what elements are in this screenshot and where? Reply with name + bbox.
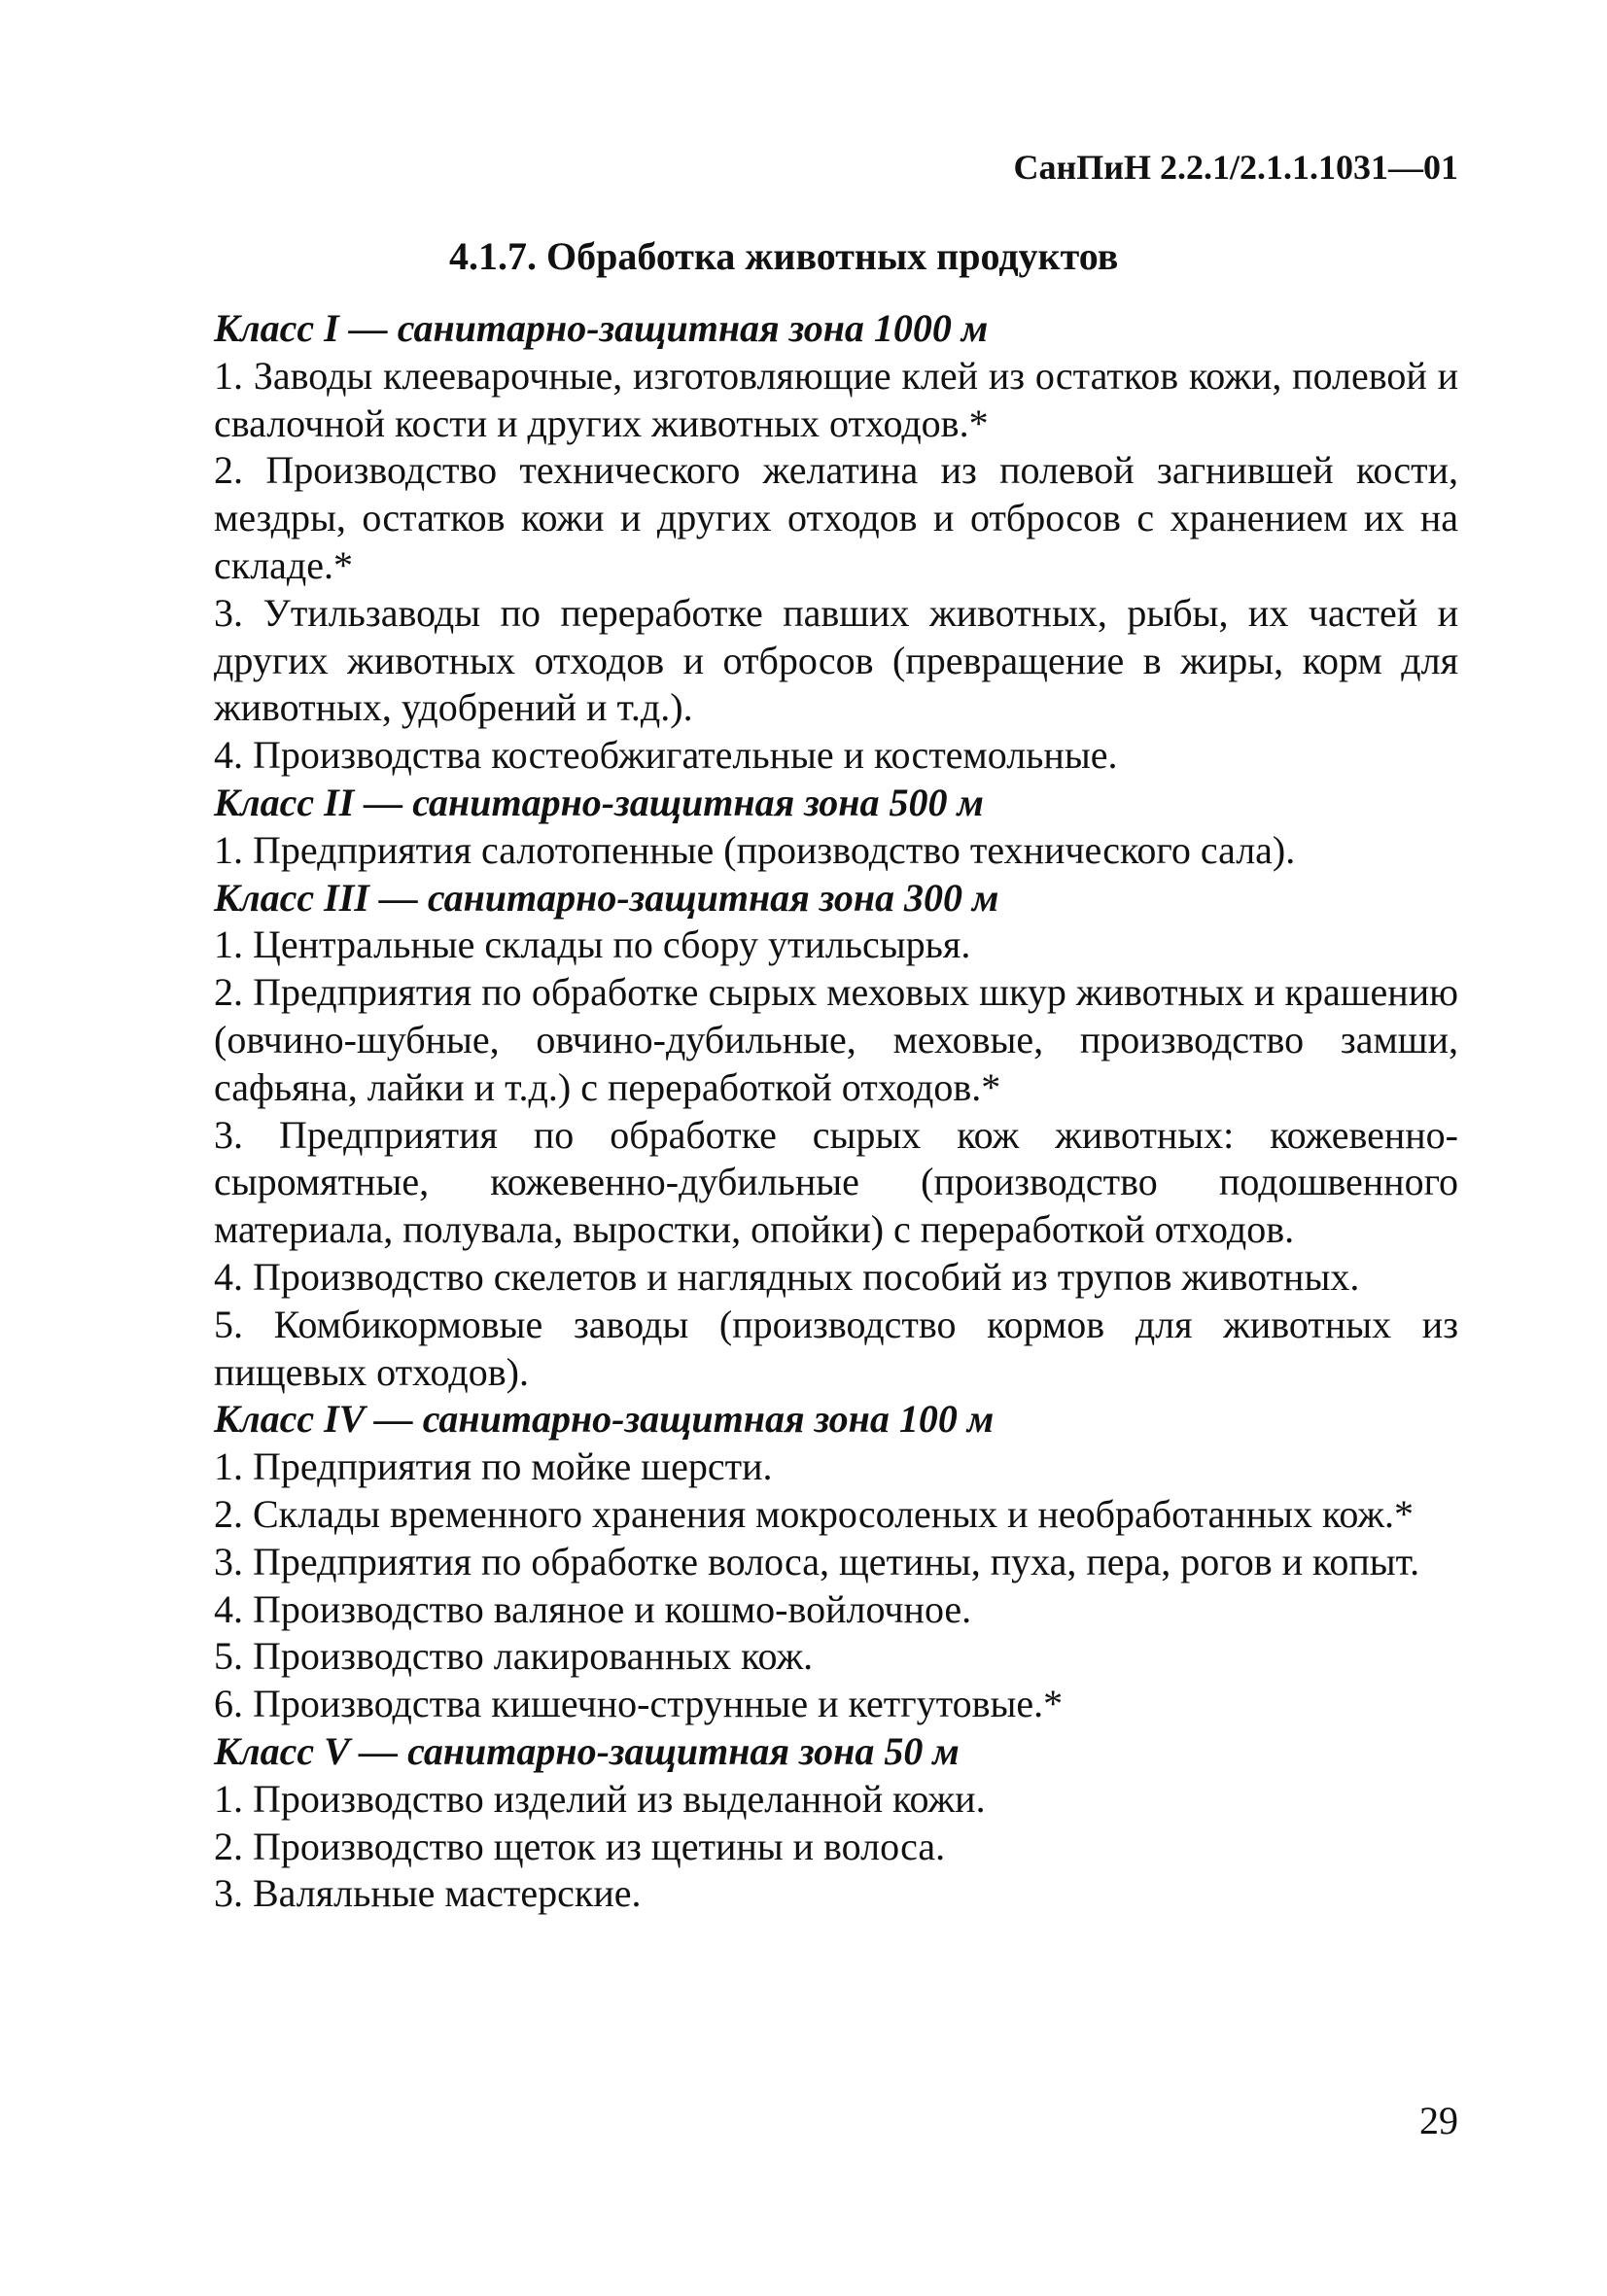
list-item: 1. Предприятия салотопенные (производство технического сала). (214, 827, 1296, 872)
list-item: 5. Производство лакированных кож. (214, 1634, 814, 1679)
list-item: 3. Утильзаводы по переработке павших животных, рыбы, их частей и других животных отходов и отбросов (превращение в жиры, корм для животных, удобрений и т.д.). (214, 590, 1458, 730)
list-item: 1. Заводы клееварочные, изготовляющие клей из остатков кожи, полевой и свалочной кости и других животных отходов.* (214, 353, 1458, 445)
list-item: 2. Производство щеток из щетины и волоса. (214, 1824, 946, 1868)
list-item: 5. Комбикормовые заводы (производство кормов для животных из пищевых отходов). (214, 1302, 1458, 1394)
section-title: 4.1.7. Обработка животных продуктов (449, 234, 1119, 278)
class-heading: Класс IV — санитарно-защитная зона 100 м (214, 1397, 995, 1442)
list-item: 3. Предприятия по обработке сырых кож животных: кожевенно-сыромятные, кожевенно-дубильные (производство подошвенного материала, полувала, выростки, опойки) с переработкой отходов. (214, 1112, 1458, 1252)
list-item: 1. Центральные склады по сбору утильсырья. (214, 922, 971, 967)
list-item: 4. Производства костеобжигательные и костемольные. (214, 733, 1118, 778)
list-item: 3. Валяльные мастерские. (214, 1871, 642, 1916)
list-item: 2. Предприятия по обработке сырых меховых шкур животных и крашению (овчино-шубные, овчино-дубильные, меховые, производство замши, сафьяна, лайки и т.д.) с переработкой отходов.* (214, 970, 1458, 1109)
document-code: СанПиН 2.2.1/2.1.1.1031—01 (1013, 148, 1458, 187)
class-heading: Класс I — санитарно-защитная зона 1000 м (214, 306, 989, 350)
list-item: 1. Производство изделий из выделанной кожи. (214, 1776, 986, 1821)
class-heading: Класс III — санитарно-защитная зона 300 м (214, 875, 999, 920)
list-item: 3. Предприятия по обработке волоса, щетины, пуха, пера, рогов и копыт. (214, 1539, 1420, 1583)
list-item: 1. Предприятия по мойке шерсти. (214, 1444, 773, 1489)
class-heading: Класс V — санитарно-защитная зона 50 м (214, 1728, 960, 1773)
document-page (214, 146, 1458, 1918)
class-heading: Класс II — санитарно-защитная зона 500 м (214, 780, 984, 824)
list-item: 6. Производства кишечно-струнные и кетгутовые.* (214, 1682, 1064, 1726)
section-content (214, 305, 1458, 1918)
list-item: 4. Производство валяное и кошмо-войлочное. (214, 1586, 972, 1631)
page-number: 29 (1419, 2099, 1458, 2142)
list-item: 2. Склады временного хранения мокросоленых и необработанных кож.* (214, 1491, 1415, 1536)
list-item: 4. Производство скелетов и наглядных пособий из трупов животных. (214, 1254, 1360, 1299)
list-item: 2. Производство технического желатина из полевой загнившей кости, мездры, остатков кожи и других отходов и отбросов с хранением их на складе.* (214, 448, 1458, 587)
